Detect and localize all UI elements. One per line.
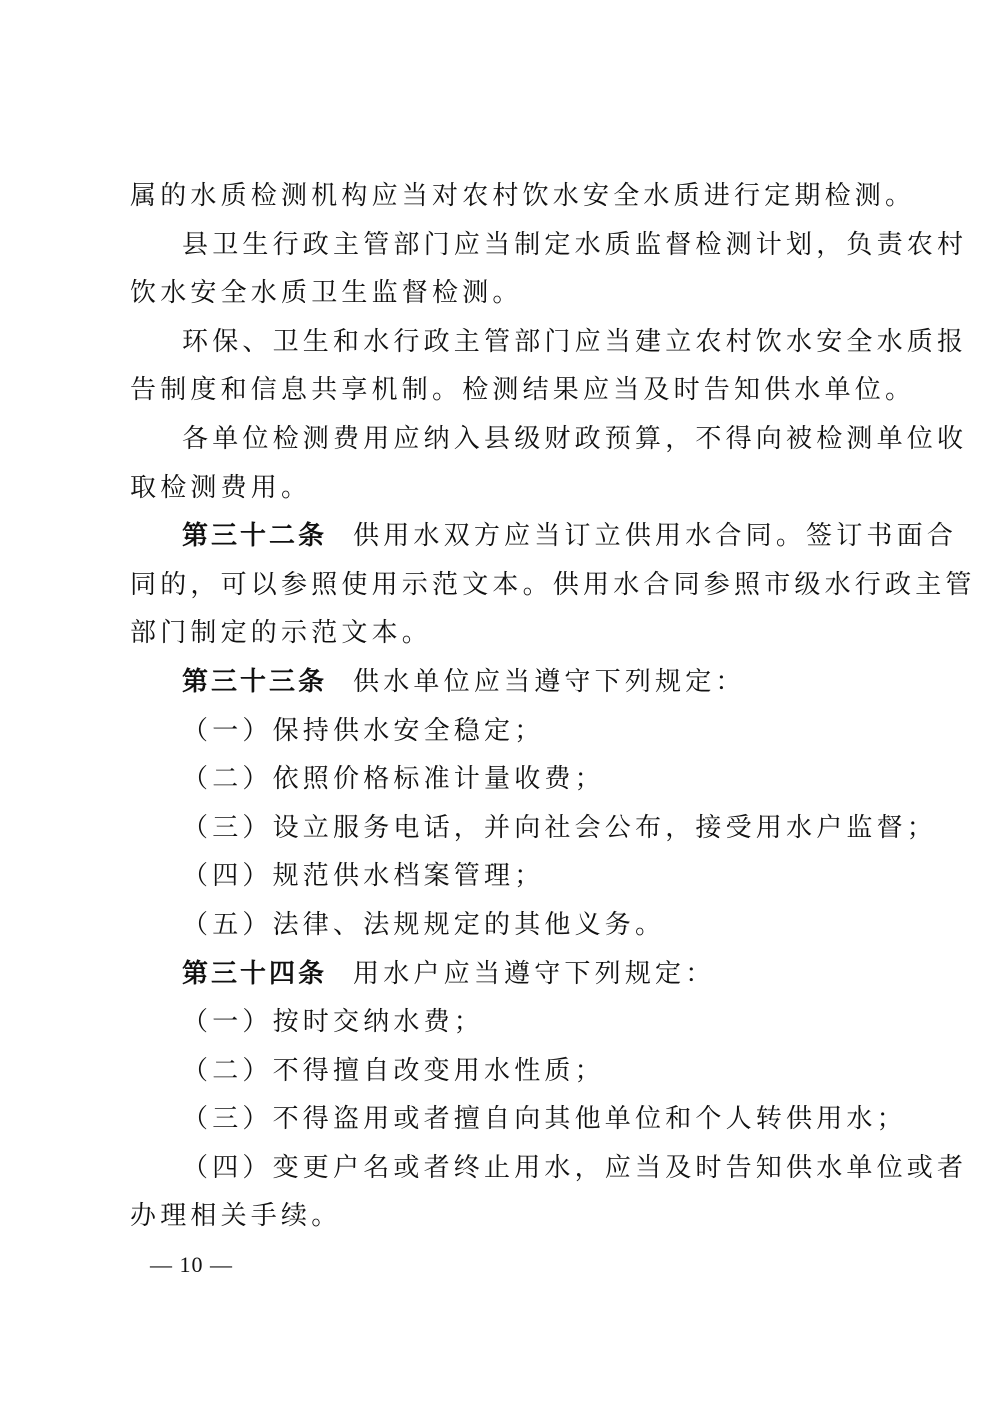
text-line: 同的，可以参照使用示范文本。供用水合同参照市级水行政主管 xyxy=(130,569,976,600)
list-item: （三）不得盗用或者擅自向其他单位和个人转供用水； xyxy=(182,1104,907,1135)
text-line: 取检测费用。 xyxy=(130,472,312,503)
text-line: 告制度和信息共享机制。检测结果应当及时告知供水单位。 xyxy=(130,375,916,406)
article-34-text: 用水户应当遵守下列规定： xyxy=(353,958,716,989)
list-item: （四）规范供水档案管理； xyxy=(182,861,545,892)
text-line: 饮水安全水质卫生监督检测。 xyxy=(130,278,523,309)
list-item: （二）不得擅自改变用水性质； xyxy=(182,1055,605,1086)
list-item: （三）设立服务电话，并向社会公布，接受用水户监督； xyxy=(182,812,938,843)
list-item: （一）按时交纳水费； xyxy=(182,1007,485,1038)
article-33-text: 供水单位应当遵守下列规定： xyxy=(353,666,746,697)
text-line: 办理相关手续。 xyxy=(130,1201,342,1232)
article-34-line xyxy=(130,950,862,999)
article-32-line xyxy=(130,512,958,561)
article-33-heading: 第三十三条 xyxy=(182,666,328,697)
article-34-heading: 第三十四条 xyxy=(182,958,328,989)
list-item: （四）变更户名或者终止用水，应当及时告知供水单位或者 xyxy=(182,1152,968,1183)
list-item: （一）保持供水安全稳定； xyxy=(182,715,545,746)
article-32-text: 供用水双方应当订立供用水合同。签订书面合 xyxy=(353,521,958,552)
text-line: 环保、卫生和水行政主管部门应当建立农村饮水安全水质报 xyxy=(182,326,968,357)
text-line: 属的水质检测机构应当对农村饮水安全水质进行定期检测。 xyxy=(130,181,916,211)
page-number: — 10 — xyxy=(150,1252,233,1277)
document-body xyxy=(130,172,976,1241)
list-item: （五）法律、法规规定的其他义务。 xyxy=(182,909,666,940)
article-33-line xyxy=(130,658,862,707)
text-line: 各单位检测费用应纳入县级财政预算，不得向被检测单位收 xyxy=(182,423,968,454)
text-line: 部门制定的示范文本。 xyxy=(130,618,433,649)
article-32-heading: 第三十二条 xyxy=(182,521,328,552)
list-item: （二）依照价格标准计量收费； xyxy=(182,764,605,795)
text-line: 县卫生行政主管部门应当制定水质监督检测计划，负责农村 xyxy=(182,229,968,260)
